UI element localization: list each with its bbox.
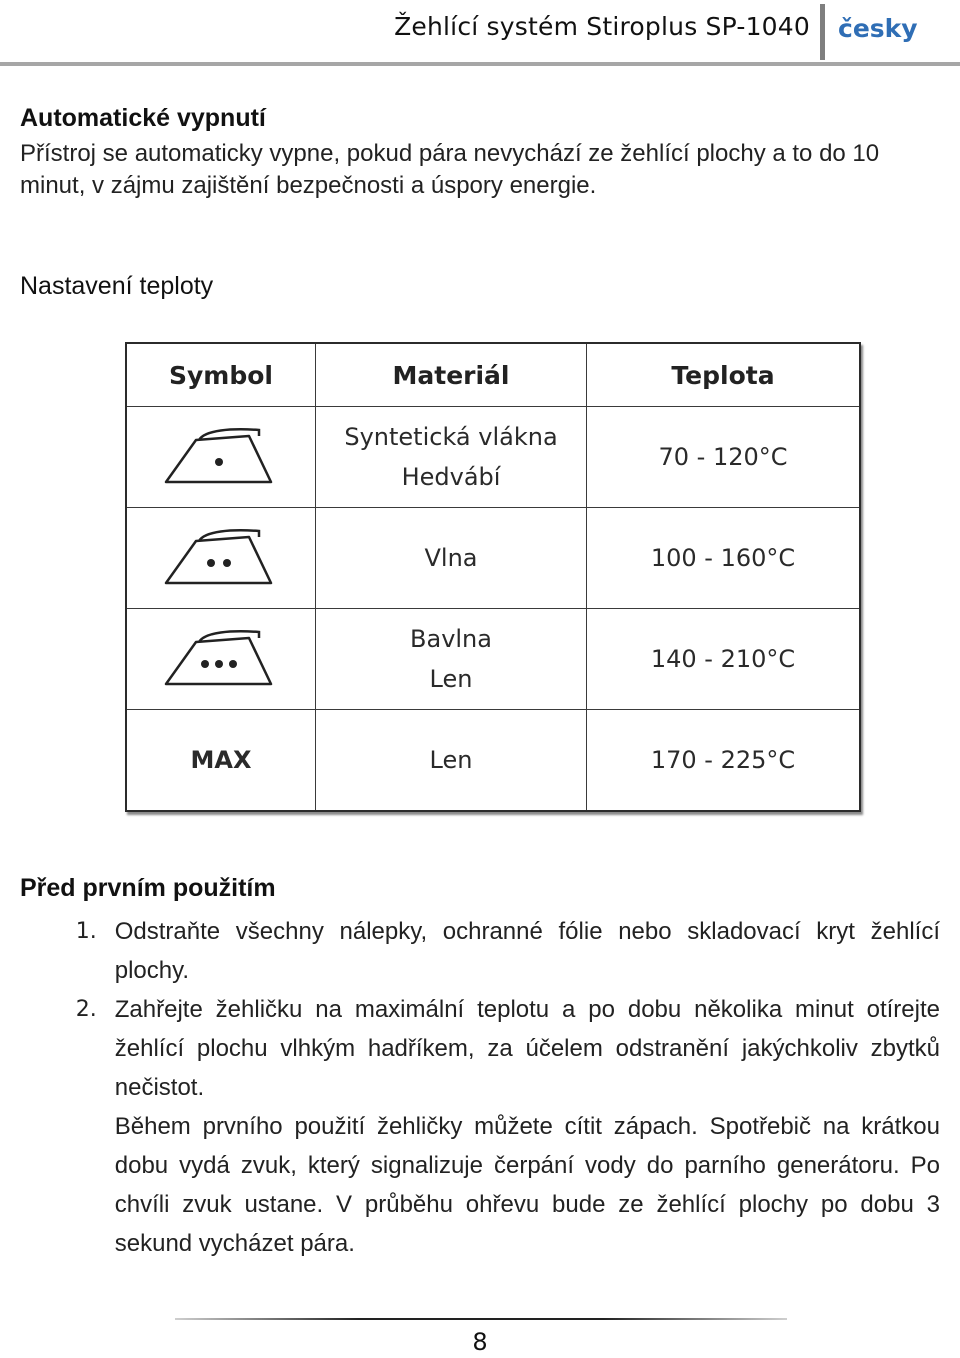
list-item xyxy=(20,990,940,1263)
column-header-material: Materiál xyxy=(316,344,587,407)
material-cell xyxy=(316,407,587,508)
list-item-paragraph: Odstraňte všechny nálepky, ochranné fólie nebo skladovací kryt žehlící plochy. xyxy=(114,918,940,984)
list-item-text xyxy=(115,990,940,1263)
material-label: Hedvábí xyxy=(401,463,501,491)
material-label: Syntetická vlákna xyxy=(344,423,558,451)
temperature-cell: 170 - 225°C xyxy=(587,710,860,811)
header-rule xyxy=(0,62,960,66)
document-title: Žehlící systém Stiroplus SP-1040 xyxy=(394,12,810,41)
list-item-text xyxy=(115,912,940,990)
material-cell xyxy=(316,609,587,710)
temperature-cell: 70 - 120°C xyxy=(587,407,860,508)
auto-off-text: Přístroj se automaticky vypne, pokud pára nevychází ze žehlící plochy a to do 10 minut, v zájmu zajištění bezpečnosti a úspory energie. xyxy=(20,140,880,199)
iron-one-dot-icon xyxy=(161,422,281,492)
material-label: Len xyxy=(429,665,473,693)
first-use-heading: Před prvním použitím xyxy=(20,874,276,902)
column-header-symbol: Symbol xyxy=(127,344,316,407)
material-label: Vlna xyxy=(424,544,478,572)
table-row xyxy=(127,407,859,508)
list-item xyxy=(20,912,940,990)
page-header xyxy=(0,0,960,66)
language-label: česky xyxy=(838,14,918,43)
table-row xyxy=(127,710,859,811)
list-item-number: 2. xyxy=(75,997,97,1022)
temperature-cell: 140 - 210°C xyxy=(587,609,860,710)
iron-three-dots-icon xyxy=(161,624,281,694)
header-divider xyxy=(820,4,825,60)
table-row xyxy=(127,609,859,710)
temperature-cell: 100 - 160°C xyxy=(587,508,860,609)
page-number: 8 xyxy=(472,1328,488,1356)
material-cell xyxy=(316,710,587,811)
iron-two-dots-icon xyxy=(161,523,281,593)
temperature-table xyxy=(125,342,861,812)
material-label: Bavlna xyxy=(410,625,492,653)
symbol-cell xyxy=(127,407,316,508)
symbol-cell xyxy=(127,609,316,710)
list-item-paragraph: Zahřejte žehličku na maximální teplotu a po dobu několika minut otírejte žehlící plochu vlhkým hadříkem, za účelem odstranění jakýchkoliv zbytků nečistot. xyxy=(114,996,940,1101)
symbol-cell xyxy=(127,508,316,609)
footer-rule xyxy=(175,1318,787,1320)
material-label: Len xyxy=(429,746,473,774)
first-use-list xyxy=(20,912,940,1263)
temperature-heading: Nastavení teploty xyxy=(20,272,214,300)
material-cell xyxy=(316,508,587,609)
auto-off-heading: Automatické vypnutí xyxy=(20,104,266,132)
table-header-row xyxy=(127,344,859,407)
list-item-number: 1. xyxy=(75,919,97,944)
list-item-paragraph: Během prvního použití žehličky můžete cítit zápach. Spotřebič na krátkou dobu vydá zvuk, který signalizuje čerpání vody do parního generátoru. Po chvíli zvuk ustane. V průběhu ohřevu bude ze žehlící plochy po dobu 3 sekund vycházet pára. xyxy=(114,1113,940,1257)
table-row xyxy=(127,508,859,609)
column-header-temperature: Teplota xyxy=(587,344,860,407)
symbol-max-label: MAX xyxy=(127,710,316,811)
